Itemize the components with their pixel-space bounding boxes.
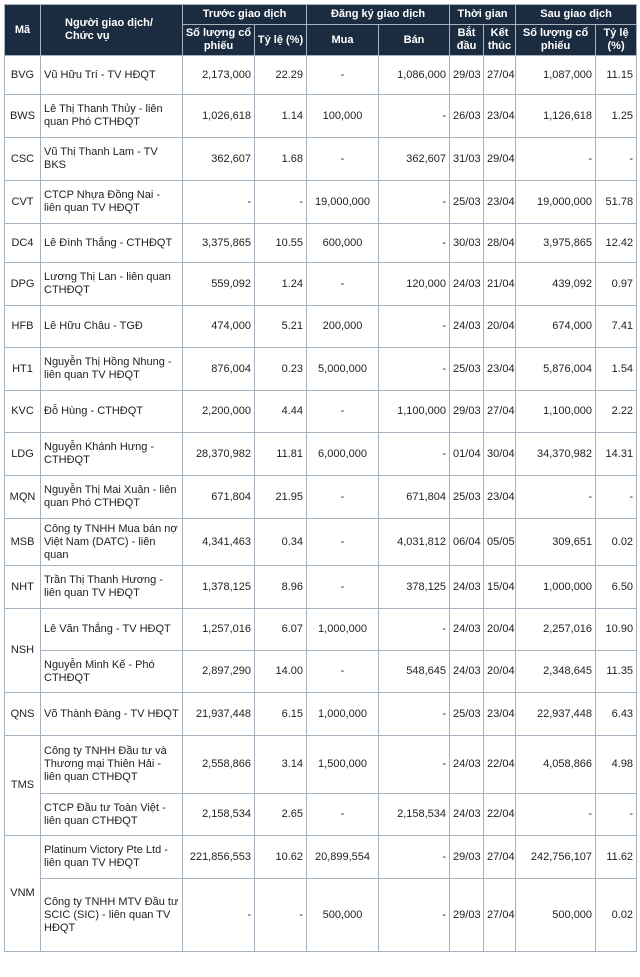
cell-start: 26/03: [450, 95, 484, 138]
table-body: [5, 56, 637, 952]
cell-start: 29/03: [450, 836, 484, 879]
cell-before-pct: 11.81: [255, 433, 307, 476]
cell-after-qty: 19,000,000: [516, 181, 596, 224]
cell-end: 27/04: [484, 879, 516, 952]
cell-sell: 2,158,534: [379, 794, 450, 836]
cell-end: 22/04: [484, 794, 516, 836]
cell-start: 24/03: [450, 263, 484, 306]
cell-code: DPG: [5, 263, 41, 306]
cell-end: 30/04: [484, 433, 516, 476]
cell-after-qty: 4,058,866: [516, 736, 596, 794]
cell-end: 22/04: [484, 736, 516, 794]
cell-before-qty: 474,000: [183, 306, 255, 348]
cell-start: 01/04: [450, 433, 484, 476]
cell-code: CSC: [5, 138, 41, 181]
cell-sell: -: [379, 736, 450, 794]
cell-sell: -: [379, 306, 450, 348]
cell-before-pct: 3.14: [255, 736, 307, 794]
cell-before-qty: 671,804: [183, 476, 255, 519]
cell-person: Công ty TNHH MTV Đầu tư SCIC (SIC) - liên quan TV HĐQT: [41, 879, 183, 952]
cell-before-pct: 22.29: [255, 56, 307, 95]
cell-after-qty: 500,000: [516, 879, 596, 952]
table-row: [5, 609, 637, 651]
cell-after-pct: 14.31: [596, 433, 637, 476]
header-sell: Bán: [379, 25, 450, 56]
cell-end: 23/04: [484, 95, 516, 138]
cell-after-qty: -: [516, 476, 596, 519]
cell-sell: -: [379, 181, 450, 224]
header-register: Đăng ký giao dịch: [307, 5, 450, 25]
cell-before-pct: 6.07: [255, 609, 307, 651]
cell-code: BVG: [5, 56, 41, 95]
cell-buy: 6,000,000: [307, 433, 379, 476]
header-pct-after: Tỷ lệ (%): [596, 25, 637, 56]
cell-end: 23/04: [484, 476, 516, 519]
cell-before-qty: 28,370,982: [183, 433, 255, 476]
cell-buy: 200,000: [307, 306, 379, 348]
cell-sell: 1,100,000: [379, 391, 450, 433]
cell-after-pct: 1.25: [596, 95, 637, 138]
cell-after-pct: 11.15: [596, 56, 637, 95]
cell-person: Võ Thành Đàng - TV HĐQT: [41, 693, 183, 736]
cell-before-qty: 876,004: [183, 348, 255, 391]
cell-after-pct: 4.98: [596, 736, 637, 794]
cell-before-pct: 0.34: [255, 519, 307, 566]
cell-before-qty: 2,158,534: [183, 794, 255, 836]
cell-before-pct: 6.15: [255, 693, 307, 736]
cell-buy: -: [307, 138, 379, 181]
header-qty-after: Số lượng cổ phiếu: [516, 25, 596, 56]
cell-sell: -: [379, 609, 450, 651]
cell-start: 29/03: [450, 879, 484, 952]
cell-sell: 378,125: [379, 566, 450, 609]
cell-start: 31/03: [450, 138, 484, 181]
header-person: Người giao dịch/ Chức vụ: [41, 5, 183, 56]
cell-sell: 548,645: [379, 651, 450, 693]
cell-after-pct: -: [596, 138, 637, 181]
cell-before-pct: -: [255, 181, 307, 224]
cell-sell: -: [379, 879, 450, 952]
cell-after-qty: 674,000: [516, 306, 596, 348]
insider-trading-table: [4, 4, 637, 952]
cell-sell: -: [379, 224, 450, 263]
cell-person: CTCP Đầu tư Toàn Việt - liên quan CTHĐQT: [41, 794, 183, 836]
cell-end: 05/05: [484, 519, 516, 566]
cell-code: VNM: [5, 836, 41, 952]
cell-code: MQN: [5, 476, 41, 519]
cell-buy: 100,000: [307, 95, 379, 138]
cell-end: 29/04: [484, 138, 516, 181]
cell-start: 25/03: [450, 476, 484, 519]
header-time: Thời gian: [450, 5, 516, 25]
cell-code: MSB: [5, 519, 41, 566]
cell-code: BWS: [5, 95, 41, 138]
table-row: [5, 181, 637, 224]
table-row: [5, 138, 637, 181]
cell-buy: 5,000,000: [307, 348, 379, 391]
table-row: [5, 879, 637, 952]
cell-after-qty: 1,087,000: [516, 56, 596, 95]
header-qty: Số lượng cổ phiếu: [183, 25, 255, 56]
cell-sell: -: [379, 693, 450, 736]
header-code: Mã: [5, 5, 41, 56]
cell-end: 28/04: [484, 224, 516, 263]
cell-end: 20/04: [484, 651, 516, 693]
cell-before-qty: 1,026,618: [183, 95, 255, 138]
cell-buy: -: [307, 263, 379, 306]
cell-after-pct: -: [596, 476, 637, 519]
cell-before-pct: 1.24: [255, 263, 307, 306]
cell-after-pct: 0.97: [596, 263, 637, 306]
cell-code: HFB: [5, 306, 41, 348]
cell-before-pct: 10.55: [255, 224, 307, 263]
cell-before-qty: -: [183, 181, 255, 224]
cell-person: Platinum Victory Pte Ltd - liên quan TV HĐQT: [41, 836, 183, 879]
cell-end: 21/04: [484, 263, 516, 306]
cell-code: TMS: [5, 736, 41, 836]
cell-sell: 362,607: [379, 138, 450, 181]
cell-before-qty: 2,558,866: [183, 736, 255, 794]
cell-after-qty: 3,975,865: [516, 224, 596, 263]
cell-sell: -: [379, 95, 450, 138]
cell-after-pct: 6.50: [596, 566, 637, 609]
cell-after-qty: 2,348,645: [516, 651, 596, 693]
cell-before-pct: 8.96: [255, 566, 307, 609]
cell-start: 24/03: [450, 794, 484, 836]
cell-buy: -: [307, 56, 379, 95]
cell-start: 24/03: [450, 609, 484, 651]
table-row: [5, 476, 637, 519]
cell-person: Nguyễn Thị Hồng Nhung - liên quan TV HĐQT: [41, 348, 183, 391]
table-row: [5, 836, 637, 879]
cell-sell: -: [379, 836, 450, 879]
cell-before-pct: 0.23: [255, 348, 307, 391]
cell-code: HT1: [5, 348, 41, 391]
cell-after-qty: 1,126,618: [516, 95, 596, 138]
cell-after-pct: 0.02: [596, 879, 637, 952]
cell-before-qty: 4,341,463: [183, 519, 255, 566]
table-row: [5, 693, 637, 736]
cell-after-qty: 309,651: [516, 519, 596, 566]
cell-buy: 20,899,554: [307, 836, 379, 879]
cell-end: 23/04: [484, 348, 516, 391]
cell-after-pct: 51.78: [596, 181, 637, 224]
cell-code: DC4: [5, 224, 41, 263]
cell-buy: -: [307, 566, 379, 609]
cell-code: NHT: [5, 566, 41, 609]
cell-person: Công ty TNHH Mua bán nợ Việt Nam (DATC) - liên quan: [41, 519, 183, 566]
cell-before-pct: 4.44: [255, 391, 307, 433]
table-row: [5, 263, 637, 306]
cell-before-qty: 21,937,448: [183, 693, 255, 736]
table-row: [5, 566, 637, 609]
cell-start: 24/03: [450, 306, 484, 348]
cell-buy: -: [307, 794, 379, 836]
cell-code: LDG: [5, 433, 41, 476]
table-row: [5, 95, 637, 138]
cell-start: 30/03: [450, 224, 484, 263]
cell-person: Trần Thị Thanh Hương - liên quan TV HĐQT: [41, 566, 183, 609]
cell-before-pct: 10.62: [255, 836, 307, 879]
cell-buy: 500,000: [307, 879, 379, 952]
cell-after-qty: 22,937,448: [516, 693, 596, 736]
header-before: Trước giao dịch: [183, 5, 307, 25]
table-row: [5, 651, 637, 693]
cell-end: 27/04: [484, 836, 516, 879]
cell-start: 06/04: [450, 519, 484, 566]
cell-person: Nguyễn Minh Kế - Phó CTHĐQT: [41, 651, 183, 693]
header-start: Bắt đầu: [450, 25, 484, 56]
cell-after-pct: 10.90: [596, 609, 637, 651]
cell-sell: -: [379, 433, 450, 476]
cell-person: Vũ Hữu Trí - TV HĐQT: [41, 56, 183, 95]
header-row-1: [5, 5, 637, 25]
table-row: [5, 519, 637, 566]
cell-before-qty: 2,897,290: [183, 651, 255, 693]
cell-buy: 19,000,000: [307, 181, 379, 224]
cell-sell: 1,086,000: [379, 56, 450, 95]
cell-person: Lê Thị Thanh Thủy - liên quan Phó CTHĐQT: [41, 95, 183, 138]
cell-before-qty: 1,257,016: [183, 609, 255, 651]
cell-person: Nguyễn Thị Mai Xuân - liên quan Phó CTHĐQT: [41, 476, 183, 519]
cell-after-qty: 1,100,000: [516, 391, 596, 433]
cell-sell: -: [379, 348, 450, 391]
cell-after-pct: 12.42: [596, 224, 637, 263]
cell-after-pct: 11.35: [596, 651, 637, 693]
cell-code: QNS: [5, 693, 41, 736]
cell-after-qty: 5,876,004: [516, 348, 596, 391]
cell-start: 25/03: [450, 693, 484, 736]
cell-after-qty: -: [516, 794, 596, 836]
cell-before-pct: 14.00: [255, 651, 307, 693]
cell-start: 29/03: [450, 56, 484, 95]
cell-sell: 671,804: [379, 476, 450, 519]
cell-end: 20/04: [484, 609, 516, 651]
cell-after-qty: 2,257,016: [516, 609, 596, 651]
table-row: [5, 224, 637, 263]
table-row: [5, 306, 637, 348]
cell-person: Nguyễn Khánh Hưng - CTHĐQT: [41, 433, 183, 476]
cell-before-pct: 5.21: [255, 306, 307, 348]
cell-end: 23/04: [484, 693, 516, 736]
cell-person: Lương Thị Lan - liên quan CTHĐQT: [41, 263, 183, 306]
cell-start: 29/03: [450, 391, 484, 433]
cell-buy: -: [307, 519, 379, 566]
cell-end: 20/04: [484, 306, 516, 348]
cell-before-qty: 221,856,553: [183, 836, 255, 879]
cell-after-qty: 439,092: [516, 263, 596, 306]
cell-before-pct: 21.95: [255, 476, 307, 519]
cell-before-qty: 559,092: [183, 263, 255, 306]
cell-person: Đỗ Hùng - CTHĐQT: [41, 391, 183, 433]
cell-after-qty: -: [516, 138, 596, 181]
cell-after-pct: 0.02: [596, 519, 637, 566]
cell-buy: 1,000,000: [307, 693, 379, 736]
cell-before-qty: 3,375,865: [183, 224, 255, 263]
cell-person: Lê Đình Thắng - CTHĐQT: [41, 224, 183, 263]
cell-end: 23/04: [484, 181, 516, 224]
cell-after-qty: 1,000,000: [516, 566, 596, 609]
cell-end: 15/04: [484, 566, 516, 609]
cell-after-pct: 1.54: [596, 348, 637, 391]
header-buy: Mua: [307, 25, 379, 56]
cell-start: 25/03: [450, 348, 484, 391]
cell-before-pct: 2.65: [255, 794, 307, 836]
cell-after-pct: 2.22: [596, 391, 637, 433]
cell-start: 24/03: [450, 736, 484, 794]
cell-before-pct: 1.68: [255, 138, 307, 181]
cell-person: Lê Hữu Châu - TGĐ: [41, 306, 183, 348]
cell-code: NSH: [5, 609, 41, 693]
table-row: [5, 794, 637, 836]
cell-after-pct: -: [596, 794, 637, 836]
cell-start: 24/03: [450, 566, 484, 609]
cell-code: KVC: [5, 391, 41, 433]
cell-after-pct: 7.41: [596, 306, 637, 348]
cell-after-qty: 34,370,982: [516, 433, 596, 476]
cell-buy: 1,500,000: [307, 736, 379, 794]
cell-sell: 4,031,812: [379, 519, 450, 566]
cell-before-qty: 2,200,000: [183, 391, 255, 433]
cell-before-qty: -: [183, 879, 255, 952]
cell-person: CTCP Nhựa Đồng Nai - liên quan TV HĐQT: [41, 181, 183, 224]
cell-after-pct: 11.62: [596, 836, 637, 879]
table-row: [5, 736, 637, 794]
cell-person: Vũ Thị Thanh Lam - TV BKS: [41, 138, 183, 181]
header-after: Sau giao dịch: [516, 5, 637, 25]
header-end: Kết thúc: [484, 25, 516, 56]
cell-end: 27/04: [484, 391, 516, 433]
cell-buy: 1,000,000: [307, 609, 379, 651]
cell-before-qty: 362,607: [183, 138, 255, 181]
table-row: [5, 433, 637, 476]
cell-end: 27/04: [484, 56, 516, 95]
cell-code: CVT: [5, 181, 41, 224]
table-row: [5, 391, 637, 433]
cell-start: 24/03: [450, 651, 484, 693]
cell-sell: 120,000: [379, 263, 450, 306]
header-pct: Tỷ lệ (%): [255, 25, 307, 56]
cell-before-pct: 1.14: [255, 95, 307, 138]
cell-before-qty: 1,378,125: [183, 566, 255, 609]
cell-buy: 600,000: [307, 224, 379, 263]
cell-before-pct: -: [255, 879, 307, 952]
cell-buy: -: [307, 391, 379, 433]
cell-buy: -: [307, 476, 379, 519]
cell-before-qty: 2,173,000: [183, 56, 255, 95]
table-row: [5, 348, 637, 391]
cell-after-pct: 6.43: [596, 693, 637, 736]
cell-buy: -: [307, 651, 379, 693]
cell-person: Công ty TNHH Đầu tư và Thương mại Thiên Hải - liên quan CTHĐQT: [41, 736, 183, 794]
cell-person: Lê Văn Thắng - TV HĐQT: [41, 609, 183, 651]
cell-after-qty: 242,756,107: [516, 836, 596, 879]
cell-start: 25/03: [450, 181, 484, 224]
table-row: [5, 56, 637, 95]
